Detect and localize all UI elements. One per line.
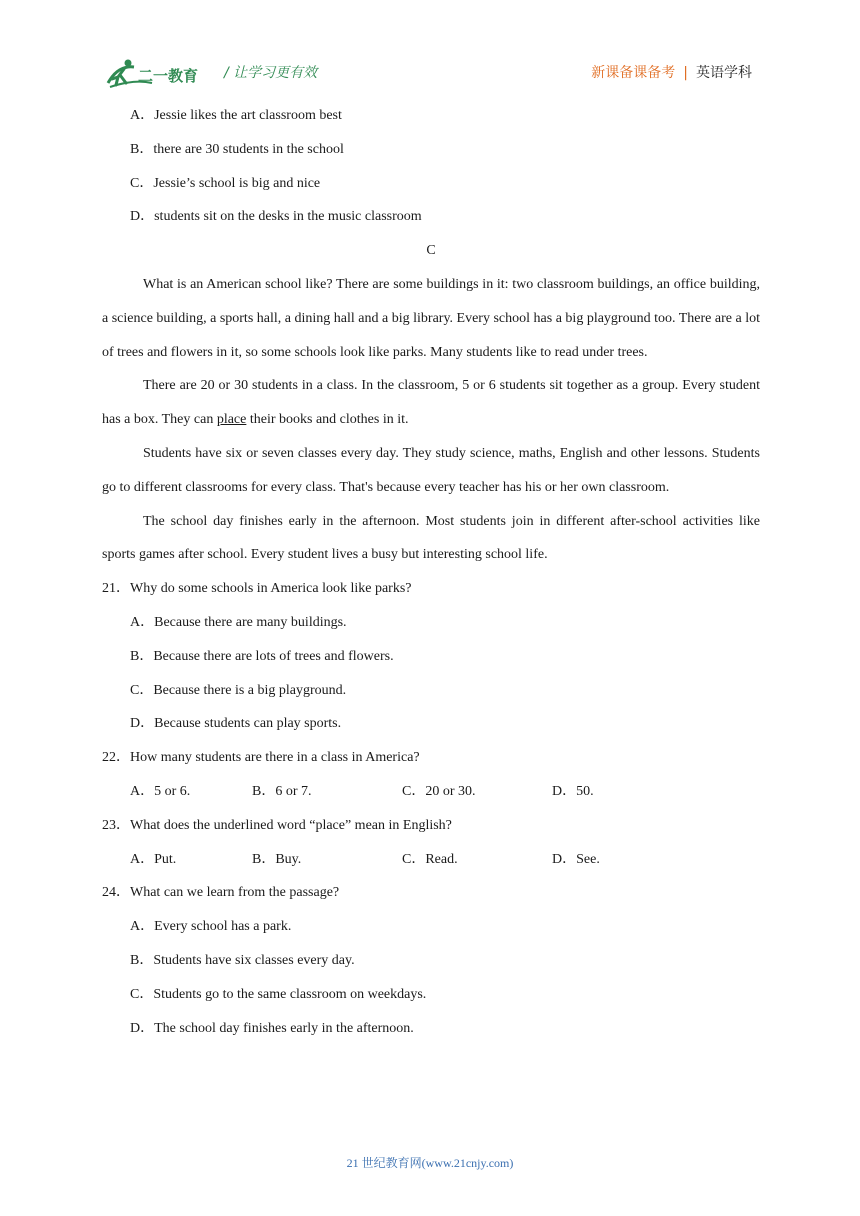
q22-option-a: A．5 or 6. bbox=[130, 783, 191, 799]
header-right bbox=[591, 62, 752, 82]
q23-option-c: C．Read. bbox=[402, 851, 458, 867]
q23-options-row bbox=[102, 843, 760, 877]
q24-option-c: C．Students go to the same classroom on weekdays. bbox=[130, 986, 427, 1002]
header-separator: | bbox=[683, 65, 688, 81]
q21-option-b: B．Because there are lots of trees and flowers. bbox=[130, 648, 394, 664]
p2-text-after: their books and clothes in it. bbox=[246, 412, 409, 428]
page-footer: 21 世纪教育网(www.21cnjy.com) bbox=[346, 1156, 514, 1170]
prev-option-b: B．there are 30 students in the school bbox=[130, 141, 344, 157]
q23-option-b: B．Buy. bbox=[252, 851, 302, 867]
q22-options-row bbox=[102, 775, 760, 809]
question-23-stem: 23．What does the underlined word “place” mean in English? bbox=[102, 817, 452, 833]
q22-option-c: C．20 or 30. bbox=[402, 783, 476, 799]
header-slogan: / 让学习更有效 bbox=[224, 65, 318, 81]
question-24-stem: 24．What can we learn from the passage? bbox=[102, 885, 340, 901]
document-body bbox=[102, 99, 760, 1045]
q21-option-a: A．Because there are many buildings. bbox=[130, 614, 347, 630]
q24-option-a: A．Every school has a park. bbox=[130, 919, 292, 935]
prev-option-d: D．students sit on the desks in the music classroom bbox=[130, 209, 422, 225]
q21-option-c: C．Because there is a big playground. bbox=[130, 682, 347, 698]
passage-paragraph-3: Students have six or seven classes every day. They study science, maths, English and other lessons. Students go to different classrooms for every class. That's because every teacher has his or her own classroom. bbox=[102, 445, 760, 495]
q23-option-d: D．See. bbox=[552, 851, 600, 867]
passage-paragraph-4: The school day finishes early in the afternoon. Most students join in different after-school activities like sports games after school. Every student lives a busy but interesting school life. bbox=[102, 513, 760, 563]
q24-option-b: B．Students have six classes every day. bbox=[130, 952, 355, 968]
prev-option-a: A．Jessie likes the art classroom best bbox=[130, 108, 342, 123]
q23-option-a: A．Put. bbox=[130, 851, 177, 867]
underlined-word: place bbox=[216, 412, 247, 428]
header-subject-label: 英语学科 bbox=[696, 65, 752, 81]
page-header bbox=[0, 54, 860, 94]
section-label: C bbox=[426, 243, 436, 259]
q24-option-d: D．The school day finishes early in the afternoon. bbox=[130, 1020, 414, 1036]
logo-icon bbox=[104, 57, 216, 91]
p2-text-before: There are 20 or 30 students in a class. In the classroom, 5 or 6 students sit together as a group. Every student has a box. They can bbox=[102, 378, 760, 428]
q22-option-d: D．50. bbox=[552, 783, 594, 799]
question-21-stem: 21．Why do some schools in America look like parks? bbox=[102, 581, 412, 597]
passage-paragraph-2 bbox=[102, 369, 760, 437]
q21-option-d: D．Because students can play sports. bbox=[130, 716, 342, 732]
question-22-stem: 22．How many students are there in a class in America? bbox=[102, 750, 420, 766]
header-series-label: 新课备课备考 bbox=[591, 65, 676, 81]
passage-paragraph-1: What is an American school like? There are some buildings in it: two classroom buildings, an office building, a science building, a sports hall, a dining hall and a big library. Every school has a big playground too. There are a lot of trees and flowers in it, so some schools look like parks. Many students like to read under trees. bbox=[102, 276, 760, 360]
prev-option-c: C．Jessie’s school is big and nice bbox=[130, 175, 321, 191]
logo-text: 二一教育 bbox=[138, 67, 199, 85]
q22-option-b: B．6 or 7. bbox=[252, 783, 312, 799]
